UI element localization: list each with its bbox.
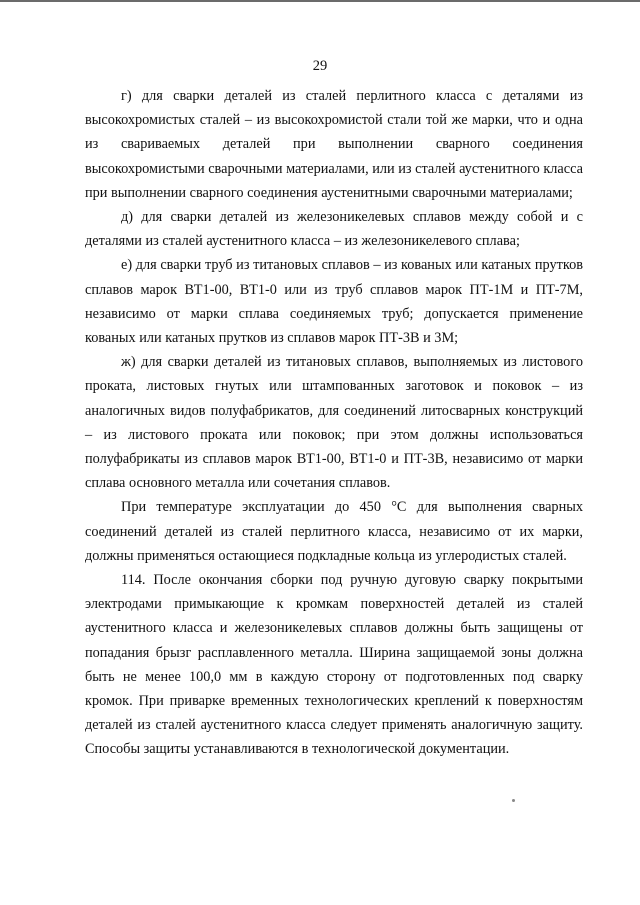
- paragraph-item-zh: ж) для сварки деталей из титановых сплавов, выполняемых из листового проката, листовых гнутых или штампованных заготовок и поковок – из аналогичных видов полуфабрикатов, для соединений литосварных конструкций – из листового проката или поковок; при этом должны использоваться полуфабрикаты из сплавов марок ВТ1-00, ВТ1-0 и ПТ-3В, независимо от марки сплава основного металла или сочетания сплавов.: [85, 354, 583, 492]
- top-border-line: [0, 0, 640, 2]
- page-number: 29: [312, 58, 328, 74]
- paragraph-item-d: д) для сварки деталей из железоникелевых сплавов между собой и с деталями из сталей аустенитного класса – из железоникелевого сплава;: [85, 209, 583, 250]
- paragraph-clause-114: 114. После окончания сборки под ручную дуговую сварку покрытыми электродами примыкающие к кромкам поверхностей деталей из сталей аустенитного класса и железоникелевых сплавов должны быть защищены от попадания брызг расплавленного металла. Ширина защищаемой зоны должна быть не менее 100,0 мм в каждую сторону от подготовленных под сварку кромок. При приварке временных технологических креплений к поверхностям деталей из сталей аустенитного класса следует применять аналогичную защиту. Способы защиты устанавливаются в технологической документации.: [85, 572, 583, 758]
- paragraph-item-e: е) для сварки труб из титановых сплавов – из кованых или катаных прутков сплавов марок ВТ1-00, ВТ1-0 или из труб сплавов марок ПТ-1М и ПТ-7М, независимо от марки сплава соединяемых труб; допускается применение кованых или катаных прутков из сплавов марок ПТ-3В и 3М;: [85, 257, 583, 347]
- document-body: [85, 84, 583, 762]
- scan-speck: [512, 799, 515, 802]
- paragraph-item-g: г) для сварки деталей из сталей перлитного класса с деталями из высокохромистых сталей – из высокохромистой стали той же марки, что и одна из свариваемых деталей при выполнении сварного соединения высокохромистыми сварочными материалами, или из сталей аустенитного класса при выполнении сварного соединения аустенитными сварочными материалами;: [85, 88, 583, 201]
- paragraph-temperature-rule: При температуре эксплуатации до 450 °С для выполнения сварных соединений деталей из сталей перлитного класса, независимо от их марки, должны применяться остающиеся подкладные кольца из углеродистых сталей.: [85, 499, 583, 564]
